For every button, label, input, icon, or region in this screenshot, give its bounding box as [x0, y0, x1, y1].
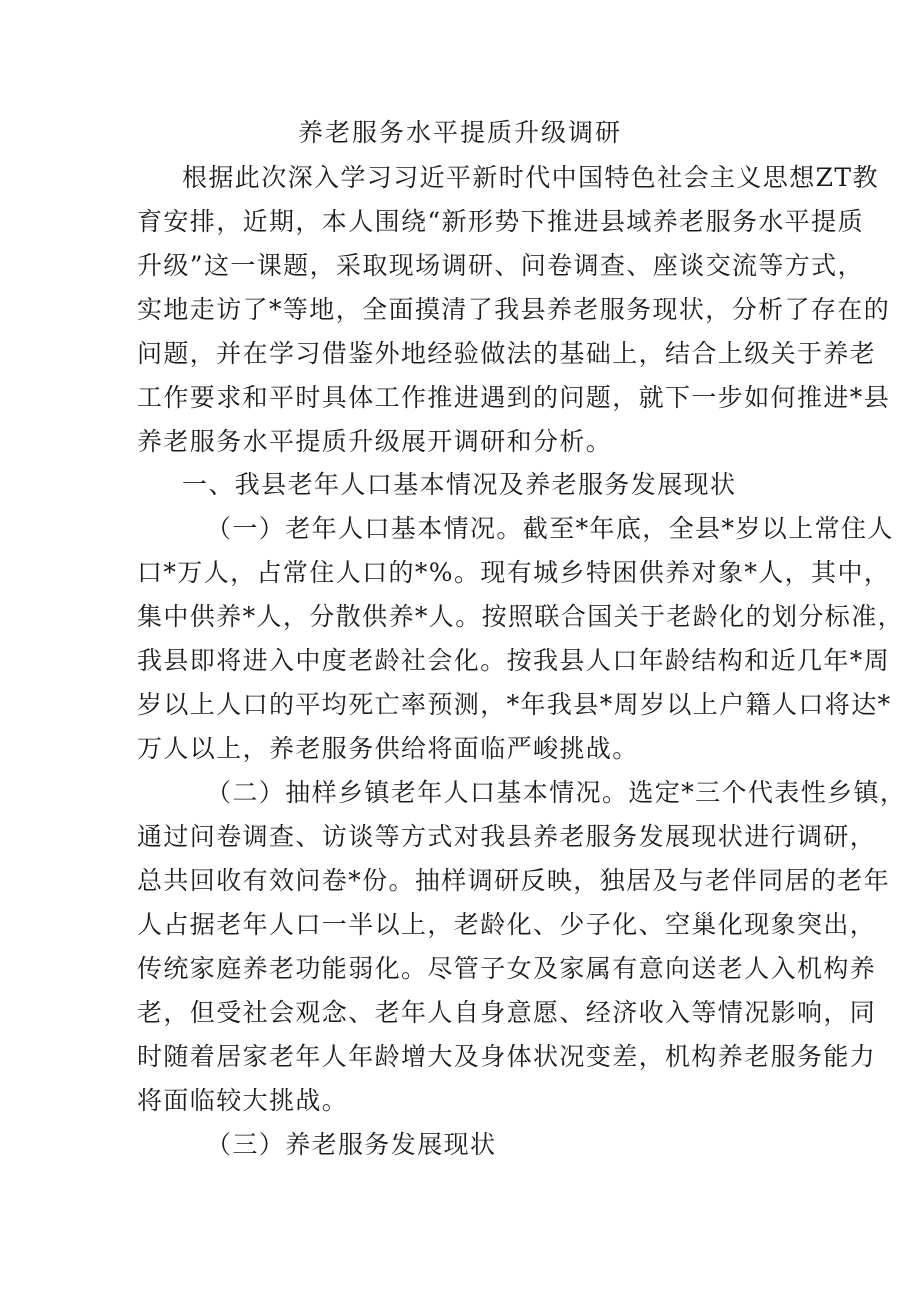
text-line: 总共回收有效问卷*份。抽样调研反映，独居及与老伴同居的老年: [137, 866, 891, 895]
text-line: 时随着居家老年人年龄增大及身体状况变差，机构养老服务能力: [137, 1042, 877, 1071]
text-line: 养老服务水平提质升级展开调研和分析。: [137, 427, 613, 456]
text-line: 升级”这一课题，采取现场调研、问卷调查、座谈交流等方式，: [137, 251, 864, 280]
text-line: 人占据老年人口一半以上，老龄化、少子化、空巢化现象突出，: [137, 910, 877, 939]
text-line: 口*万人，占常住人口的*%。现有城乡特困供养对象*人，其中，: [137, 558, 891, 587]
text-line: 老，但受社会观念、老年人自身意愿、经济收入等情况影响，同: [137, 998, 877, 1027]
text-line: 实地走访了*等地，全面摸清了我县养老服务现状，分析了存在的: [137, 295, 891, 324]
text-line: 问题，并在学习借鉴外地经验做法的基础上，结合上级关于养老: [137, 339, 877, 368]
text-line: （二）抽样乡镇老年人口基本情况。选定*三个代表性乡镇，: [206, 778, 907, 807]
text-line: 通过问卷调查、访谈等方式对我县养老服务发展现状进行调研，: [137, 822, 877, 851]
text-line: 万人以上，养老服务供给将面临严峻挑战。: [137, 734, 639, 763]
subsection-heading: （三）养老服务发展现状: [206, 1130, 497, 1159]
text-line: 岁以上人口的平均死亡率预测，*年我县*周岁以上户籍人口将达*: [137, 690, 892, 719]
text-line: 集中供养*人，分散供养*人。按照联合国关于老龄化的划分标准，: [137, 602, 905, 631]
text-line: 我县即将进入中度老龄社会化。按我县人口年龄结构和近几年*周: [137, 646, 891, 675]
text-line: 传统家庭养老功能弱化。尽管子女及家属有意向送老人入机构养: [137, 954, 877, 983]
document-title: 养老服务水平提质升级调研: [297, 118, 622, 147]
text-line: 将面临较大挑战。: [137, 1086, 349, 1115]
text-line: 根据此次深入学习习近平新时代中国特色社会主义思想ZT教: [182, 163, 879, 192]
section-heading: 一、我县老年人口基本情况及养老服务发展现状: [182, 470, 737, 499]
text-line: 工作要求和平时具体工作推进遇到的问题，就下一步如何推进*县: [137, 383, 891, 412]
text-line: 育安排，近期，本人围绕“新形势下推进县域养老服务水平提质: [137, 207, 864, 236]
text-line: （一）老年人口基本情况。截至*年底，全县*岁以上常住人: [206, 514, 894, 543]
